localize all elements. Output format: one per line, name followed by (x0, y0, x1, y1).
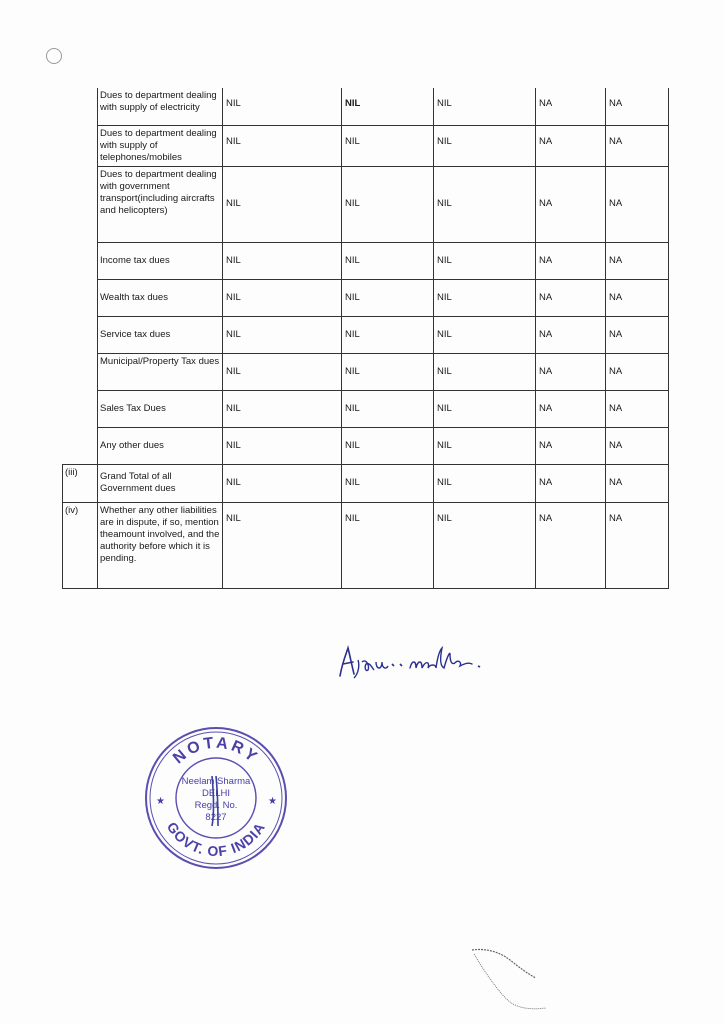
value-cell: NIL (223, 125, 342, 166)
value-cell: NIL (434, 427, 536, 464)
value-cell: NIL (223, 242, 342, 279)
row-label-cell: Dues to department dealing with government transport(including aircrafts and helicopters) (98, 166, 223, 242)
value-cell: NA (536, 166, 606, 242)
row-number-cell (63, 125, 98, 166)
value-cell: NA (536, 316, 606, 353)
value-cell: NA (536, 427, 606, 464)
value-cell: NIL (223, 166, 342, 242)
row-label-cell: Any other dues (98, 427, 223, 464)
row-label-cell: Service tax dues (98, 316, 223, 353)
value-cell: NIL (223, 427, 342, 464)
punch-hole-mark (46, 48, 62, 64)
row-number-cell (63, 88, 98, 125)
stamp-reg-number: 8227 (205, 812, 227, 823)
value-cell: NIL (342, 279, 434, 316)
table-row (63, 166, 669, 242)
value-cell: NIL (434, 88, 536, 125)
table-row (63, 125, 669, 166)
value-cell: NA (606, 279, 669, 316)
initials-mark (466, 944, 556, 1016)
value-cell: NA (606, 316, 669, 353)
value-cell: NIL (342, 502, 434, 588)
value-cell: NIL (223, 279, 342, 316)
value-cell: NIL (434, 464, 536, 502)
row-number-cell (63, 316, 98, 353)
value-cell: NIL (434, 353, 536, 390)
value-cell: NIL (342, 464, 434, 502)
value-cell: NIL (434, 242, 536, 279)
value-cell: NIL (223, 502, 342, 588)
value-cell: NIL (434, 125, 536, 166)
value-cell: NIL (434, 390, 536, 427)
value-cell: NA (606, 464, 669, 502)
svg-text:NOTARY (170, 735, 262, 768)
value-cell: NA (606, 353, 669, 390)
row-number-cell: (iii) (63, 464, 98, 502)
value-cell: NIL (342, 427, 434, 464)
value-cell: NA (536, 502, 606, 588)
handwritten-signature (332, 640, 502, 680)
value-cell: NA (536, 125, 606, 166)
stamp-bottom-text: GOVT. OF INDIA (163, 819, 269, 860)
value-cell: NA (606, 427, 669, 464)
value-cell: NIL (434, 166, 536, 242)
table-row (63, 88, 669, 125)
value-cell: NIL (434, 502, 536, 588)
row-number-cell (63, 242, 98, 279)
row-label-cell: Dues to department dealing with supply of telephones/mobiles (98, 125, 223, 166)
value-cell: NA (606, 166, 669, 242)
value-cell: NA (606, 390, 669, 427)
table-row (63, 427, 669, 464)
svg-text:★: ★ (156, 796, 165, 807)
value-cell: NIL (342, 242, 434, 279)
value-cell: NIL (342, 390, 434, 427)
value-cell: NA (606, 242, 669, 279)
table-row (63, 353, 669, 390)
value-cell: NIL (342, 88, 434, 125)
row-label-cell: Whether any other liabilities are in dispute, if so, mention theamount involved, and the authority before which it is pending. (98, 502, 223, 588)
svg-text:★: ★ (268, 796, 277, 807)
row-label-cell: Municipal/Property Tax dues (98, 353, 223, 390)
table-row (63, 502, 669, 588)
value-cell: NIL (342, 316, 434, 353)
row-label-cell: Grand Total of all Government dues (98, 464, 223, 502)
row-label-cell: Income tax dues (98, 242, 223, 279)
value-cell: NIL (223, 88, 342, 125)
table-row (63, 242, 669, 279)
value-cell: NIL (223, 353, 342, 390)
value-cell: NA (536, 279, 606, 316)
row-number-cell (63, 390, 98, 427)
stamp-name: Neelam Sharma (181, 776, 251, 787)
value-cell: NA (606, 502, 669, 588)
value-cell: NIL (434, 316, 536, 353)
row-label-cell: Sales Tax Dues (98, 390, 223, 427)
row-number-cell: (iv) (63, 502, 98, 588)
value-cell: NA (536, 390, 606, 427)
value-cell: NA (536, 242, 606, 279)
value-cell: NA (536, 353, 606, 390)
row-label-cell: Wealth tax dues (98, 279, 223, 316)
value-cell: NIL (223, 390, 342, 427)
value-cell: NIL (342, 353, 434, 390)
value-cell: NIL (342, 166, 434, 242)
stamp-city: DELHI (202, 788, 230, 799)
value-cell: NA (536, 88, 606, 125)
value-cell: NA (536, 464, 606, 502)
table-row (63, 316, 669, 353)
government-dues-table (62, 88, 669, 589)
row-number-cell (63, 166, 98, 242)
table-row (63, 390, 669, 427)
value-cell: NA (606, 125, 669, 166)
notary-stamp (142, 726, 290, 870)
row-label-cell: Dues to department dealing with supply of electricity (98, 88, 223, 125)
value-cell: NIL (434, 279, 536, 316)
stamp-top-text: NOTARY (170, 734, 262, 768)
stamp-reg-label: Regd. No. (194, 800, 238, 811)
row-number-cell (63, 427, 98, 464)
value-cell: NIL (223, 464, 342, 502)
value-cell: NIL (223, 316, 342, 353)
table-row (63, 279, 669, 316)
row-number-cell (63, 353, 98, 390)
value-cell: NA (606, 88, 669, 125)
table-row (63, 464, 669, 502)
row-number-cell (63, 279, 98, 316)
value-cell: NIL (342, 125, 434, 166)
